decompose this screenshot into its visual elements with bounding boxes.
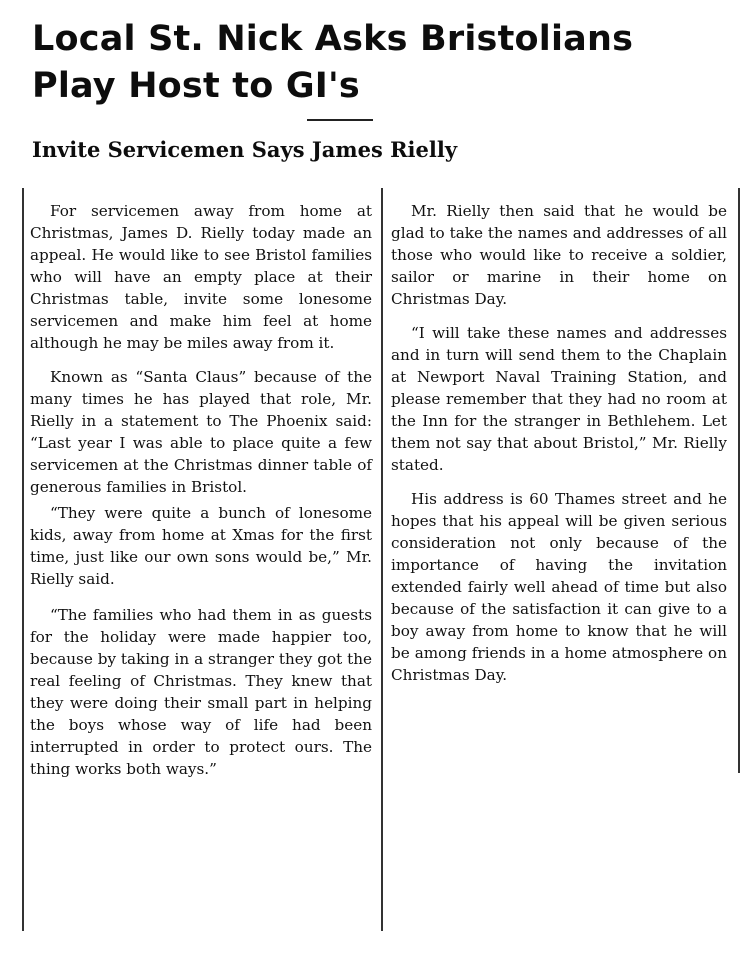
paragraph: “They were quite a bunch of lonesome kids, away from home at Xmas for the first time, just like our own sons would be,” Mr. Rielly said. [30, 504, 372, 588]
paragraph: For servicemen away from home at Christmas, James D. Rielly today made an appeal. He would like to see Bristol families who will have an empty place at their Christmas table, invite some lonesome servicemen and make him feel at home although he may be miles away from it. [30, 202, 372, 352]
article-column-2 [391, 200, 727, 686]
subheadline: Invite Servicemen Says James Rielly [32, 137, 458, 162]
paragraph: “I will take these names and addresses and in turn will send them to the Chaplain at Newport Naval Training Station, and please remember that they had no room at the Inn for the stranger in Bethlehem. Let them not say that about Bristol,” Mr. Rielly stated. [391, 324, 727, 474]
column-rule-right [738, 188, 740, 773]
column-rule-left [22, 188, 24, 931]
paragraph: Known as “Santa Claus” because of the many times he has played that role, Mr. Rielly in a statement to The Phoenix said: “Last year I was able to place quite a few servicemen at the Christmas dinner table of generous families in Bristol. [30, 368, 372, 496]
paragraph: His address is 60 Thames street and he hopes that his appeal will be given serious consideration not only because of the importance of having the invitation extended fairly well ahead of time but also because of the satisfaction it can give to a boy away from home to know that he will be among friends in a home atmosphere on Christmas Day. [391, 490, 727, 684]
headline-line-2: Play Host to GI's [32, 66, 360, 106]
paragraph: “The families who had them in as guests for the holiday were made happier too, because by taking in a stranger they got the real feeling of Christmas. They knew that they were doing their small part in helping the boys whose way of life had been interrupted in order to protect ours. The thing works both ways.” [30, 606, 372, 778]
column-rule-middle [381, 188, 383, 931]
headline-line-1: Local St. Nick Asks Bristolians [32, 19, 634, 59]
article-column-1 [30, 200, 372, 780]
paragraph: Mr. Rielly then said that he would be glad to take the names and addresses of all those who would like to receive a soldier, sailor or marine in their home on Christmas Day. [391, 202, 727, 308]
headline [32, 16, 732, 110]
headline-divider [307, 119, 373, 121]
